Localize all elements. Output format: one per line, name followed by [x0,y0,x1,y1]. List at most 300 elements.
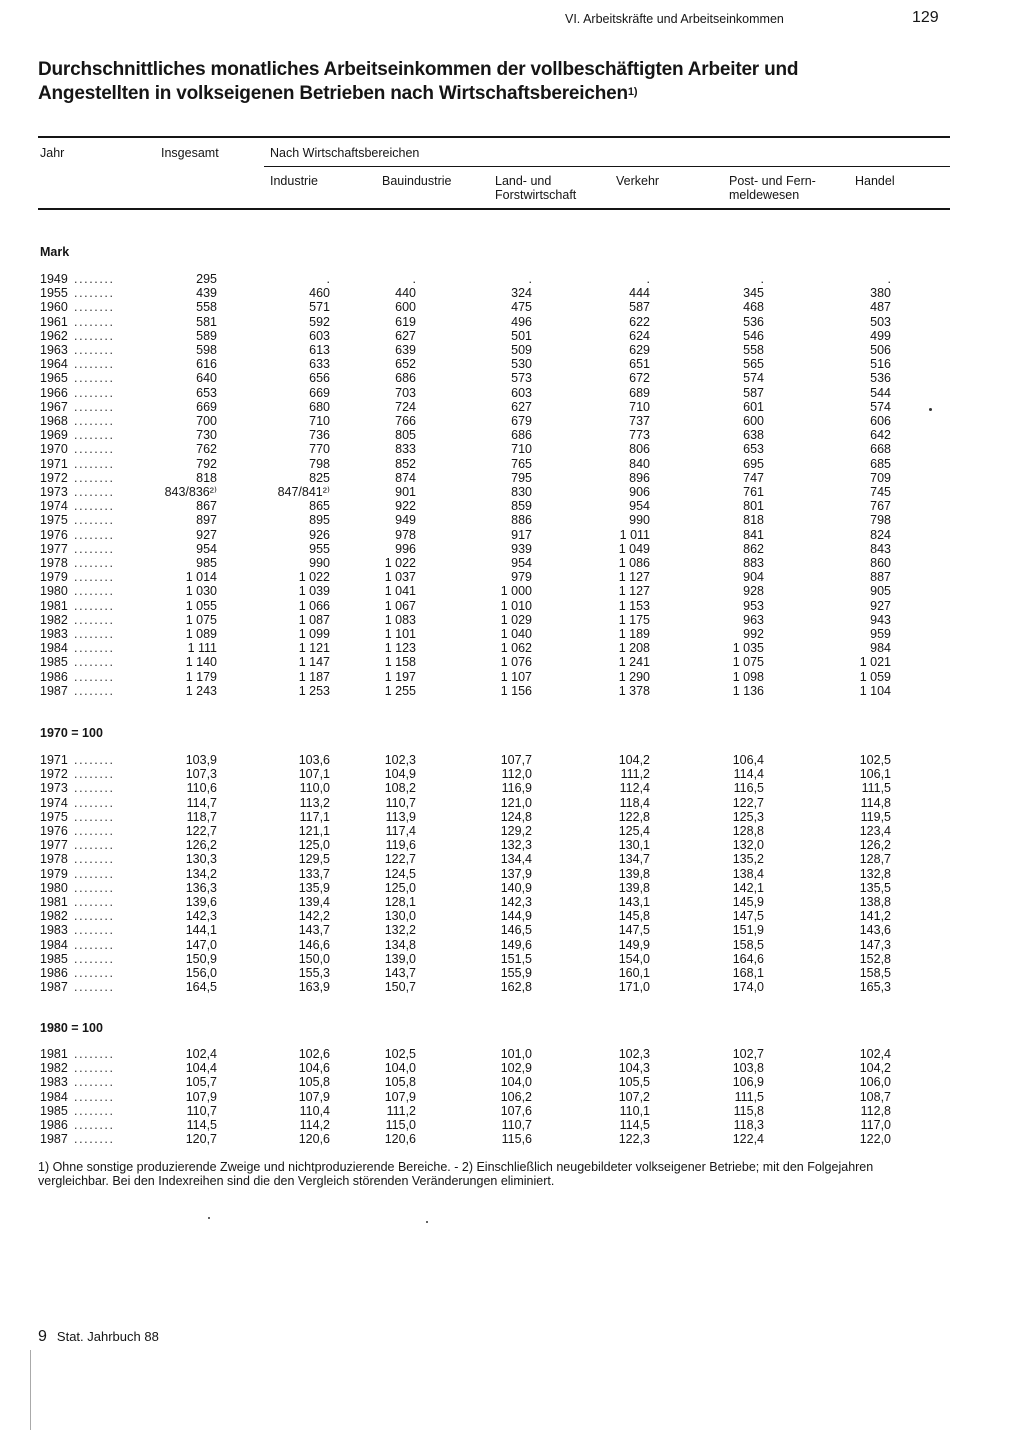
cell-land-forstwirtschaft: . [528,272,532,286]
cell-insgesamt: 653 [196,385,217,400]
cell-year: 1986 [40,669,68,684]
cell-industrie: 1 121 [298,641,330,656]
cell-bauindustrie: 143,7 [384,966,416,980]
cell-year: 1983 [40,923,68,938]
cell-land-forstwirtschaft: 1 029 [500,612,532,627]
cell-year: 1965 [40,371,68,386]
cell-industrie: 710 [309,414,330,428]
cell-post-fernmeldewesen: 106,4 [732,753,764,767]
footnote-line-1: 1) Ohne sonstige produzierende Zweige und nichtproduzierende Bereiche. - 2) Einschließlich neugebildeter volkseigener Betriebe; mit den Folgejahren [38,1160,874,1174]
cell-bauindustrie: 978 [395,527,416,542]
cell-industrie: 103,6 [298,753,330,767]
cell-post-fernmeldewesen: 1 136 [732,683,764,698]
cell-post-fernmeldewesen: 992 [743,627,764,641]
cell-verkehr: 672 [629,371,650,386]
title-line-2 [38,82,918,106]
table-row [0,627,1024,641]
cell-handel: 165,3 [859,980,891,995]
cell-verkehr: 114,5 [619,1118,650,1132]
table-row [0,923,1024,937]
cell-verkehr: 171,0 [618,980,650,995]
cell-post-fernmeldewesen: 953 [743,598,764,613]
cell-year: 1961 [40,314,68,329]
cell-post-fernmeldewesen: 142,1 [732,880,764,895]
cell-year: 1967 [40,399,68,414]
table-row [0,952,1024,966]
table-row [0,471,1024,485]
leader-dots: ........ [74,300,115,315]
cell-verkehr: 773 [629,428,650,443]
cell-land-forstwirtschaft: 132,3 [500,838,532,853]
table-row [0,457,1024,471]
cell-bauindustrie: 1 123 [384,641,416,656]
cell-insgesamt: 114,5 [186,1118,217,1132]
leader-dots: ........ [74,328,115,343]
cell-post-fernmeldewesen: 138,4 [732,866,764,881]
cell-industrie: 1 066 [298,598,330,613]
cell-bauindustrie: 922 [395,499,416,514]
scan-speck [929,408,932,411]
cell-year: 1982 [40,1061,68,1076]
cell-insgesamt: 439 [196,286,217,301]
table-row [0,655,1024,669]
cell-verkehr: . [646,272,650,286]
cell-verkehr: 139,8 [618,880,650,895]
cell-verkehr: 1 153 [618,598,650,613]
cell-post-fernmeldewesen: 125,3 [732,809,764,824]
cell-post-fernmeldewesen: 115,8 [733,1103,764,1118]
col-header-bauindustrie: Bauindustrie [382,174,452,188]
col-header-jahr: Jahr [40,146,65,160]
cell-land-forstwirtschaft: 107,6 [500,1103,532,1118]
cell-land-forstwirtschaft: 151,5 [500,951,532,966]
cell-bauindustrie: 1 255 [384,683,416,698]
cell-land-forstwirtschaft: 162,8 [500,980,532,995]
cell-industrie: 926 [309,527,330,542]
leader-dots: ........ [74,1118,115,1132]
cell-verkehr: 104,3 [618,1061,650,1076]
leader-dots: ........ [74,753,115,767]
table-row [0,1118,1024,1132]
cell-verkehr: 622 [629,314,650,329]
cell-year: 1969 [40,428,68,443]
cell-verkehr: 134,7 [618,852,650,867]
cell-bauindustrie: 113,9 [385,809,416,824]
table-row [0,753,1024,767]
leader-dots: ........ [74,809,115,824]
cell-insgesamt: 150,9 [185,951,217,966]
leader-dots: ........ [74,1061,115,1076]
cell-handel: 668 [870,442,891,457]
leader-dots: ........ [74,655,115,670]
cell-industrie: 155,3 [298,966,330,980]
cell-handel: 606 [870,414,891,428]
table-row [0,528,1024,542]
table-row [0,1132,1024,1146]
cell-land-forstwirtschaft: 501 [511,328,532,343]
cell-post-fernmeldewesen: 638 [743,428,764,443]
cell-industrie: 571 [309,300,330,315]
cell-land-forstwirtschaft: 146,5 [500,923,532,938]
cell-year: 1987 [40,683,68,698]
table-row [0,343,1024,357]
cell-bauindustrie: 108,2 [384,781,416,796]
cell-insgesamt: 818 [196,470,217,485]
cell-handel: 147,3 [859,937,891,952]
table-row [0,315,1024,329]
cell-verkehr: 629 [629,343,650,357]
table-row [0,796,1024,810]
cell-handel: 927 [870,598,891,613]
leader-dots: ........ [74,795,115,810]
leader-dots: ........ [74,767,115,782]
leader-dots: ........ [74,527,115,542]
cell-post-fernmeldewesen: 963 [743,612,764,627]
cell-year: 1977 [40,541,68,556]
table-row [0,357,1024,371]
cell-verkehr: 1 241 [618,655,650,670]
leader-dots: ........ [74,584,115,599]
cell-bauindustrie: 440 [395,286,416,301]
cell-handel: 506 [870,343,891,357]
table-row [0,400,1024,414]
cell-bauindustrie: 1 037 [384,570,416,585]
cell-bauindustrie: 1 197 [384,669,416,684]
cell-post-fernmeldewesen: 116,5 [733,781,764,796]
footer-label: Stat. Jahrbuch 88 [56,1329,159,1344]
cell-land-forstwirtschaft: 142,3 [500,895,532,909]
col-header-land-line1: Land- und [495,174,552,188]
cell-handel: 798 [870,513,891,528]
cell-industrie: 150,0 [298,951,330,966]
cell-insgesamt: 114,7 [186,795,217,810]
cell-insgesamt: 1 179 [185,669,217,684]
cell-insgesamt: 598 [196,343,217,357]
cell-post-fernmeldewesen: 135,2 [732,852,764,867]
cell-land-forstwirtschaft: 917 [511,527,532,542]
table-row [0,980,1024,994]
cell-land-forstwirtschaft: 1 062 [500,641,532,656]
cell-industrie: 798 [309,456,330,471]
cell-verkehr: 154,0 [618,951,650,966]
cell-verkehr: 143,1 [618,895,650,909]
cell-land-forstwirtschaft: 830 [511,485,532,499]
cell-verkehr: 130,1 [618,838,650,853]
cell-post-fernmeldewesen: 174,0 [732,980,764,995]
leader-dots: ........ [74,385,115,400]
cell-verkehr: 1 049 [618,541,650,556]
leader-dots: ........ [74,683,115,698]
cell-land-forstwirtschaft: 795 [511,470,532,485]
col-header-post-line2: meldewesen [729,188,800,202]
cell-verkehr: 118,4 [619,795,650,810]
cell-year: 1974 [40,499,68,514]
cell-industrie: 592 [309,314,330,329]
cell-verkehr: 1 127 [618,570,650,585]
cell-insgesamt: 122,7 [185,824,217,838]
cell-handel: 112,8 [860,1103,891,1118]
cell-insgesamt: 616 [196,357,217,372]
cell-bauindustrie: 1 067 [384,598,416,613]
leader-dots: ........ [74,909,115,924]
leader-dots: ........ [74,470,115,485]
cell-bauindustrie: 130,0 [384,909,416,924]
cell-post-fernmeldewesen: 695 [743,456,764,471]
cell-bauindustrie: 104,9 [384,767,416,782]
cell-bauindustrie: 150,7 [384,980,416,995]
cell-industrie: 102,6 [298,1047,330,1061]
scan-speck [208,1217,210,1219]
cell-industrie: 1 147 [298,655,330,670]
leader-dots: ........ [74,1047,115,1061]
cell-land-forstwirtschaft: 137,9 [500,866,532,881]
cell-year: 1984 [40,641,68,656]
running-head: VI. Arbeitskräfte und Arbeitseinkommen [565,12,784,26]
cell-bauindustrie: 996 [395,541,416,556]
table-row [0,428,1024,442]
cell-verkehr: 624 [629,328,650,343]
cell-industrie: 114,2 [299,1118,330,1132]
cell-post-fernmeldewesen: 122,7 [732,795,764,810]
cell-post-fernmeldewesen: 1 035 [732,641,764,656]
cell-verkehr: 145,8 [618,909,650,924]
footer-sheet-number: 9 [38,1328,47,1345]
cell-insgesamt: 134,2 [185,866,217,881]
cell-year: 1978 [40,852,68,867]
table-row [0,599,1024,613]
cell-bauindustrie: 805 [395,428,416,443]
cell-industrie: 117,1 [299,809,330,824]
cell-post-fernmeldewesen: 106,9 [732,1075,764,1090]
cell-post-fernmeldewesen: 801 [743,499,764,514]
table-row [0,641,1024,655]
leader-dots: ........ [74,866,115,881]
cell-verkehr: 1 378 [618,683,650,698]
leader-dots: ........ [74,641,115,656]
cell-industrie: 104,6 [298,1061,330,1076]
cell-year: 1981 [40,598,68,613]
leader-dots: ........ [74,852,115,867]
cell-handel: 984 [870,641,891,656]
cell-insgesamt: 104,4 [185,1061,217,1076]
cell-post-fernmeldewesen: 151,9 [732,923,764,938]
cell-handel: 887 [870,570,891,585]
cell-verkehr: 110,1 [619,1103,650,1118]
cell-post-fernmeldewesen: 883 [743,556,764,570]
cell-verkehr: 104,2 [618,753,650,767]
cell-industrie: 113,2 [299,795,330,810]
cell-year: 1979 [40,570,68,585]
cell-bauindustrie: 119,6 [385,838,416,853]
cell-insgesamt: 589 [196,328,217,343]
cell-bauindustrie: 111,2 [386,1103,416,1118]
cell-verkehr: 1 127 [618,584,650,599]
col-header-post [729,174,816,202]
cell-bauindustrie: 1 101 [384,627,416,641]
cell-year: 1981 [40,895,68,909]
cell-bauindustrie: 1 022 [384,556,416,570]
table-row [0,824,1024,838]
cell-industrie: 656 [309,371,330,386]
cell-industrie: 613 [309,343,330,357]
cell-insgesamt: 110,6 [186,781,217,796]
table-row [0,938,1024,952]
table-row [0,513,1024,527]
leader-dots: ........ [74,781,115,796]
cell-industrie: 135,9 [298,880,330,895]
cell-year: 1949 [40,272,68,286]
cell-year: 1980 [40,880,68,895]
cell-post-fernmeldewesen: 158,5 [732,937,764,952]
cell-insgesamt: 954 [196,541,217,556]
cell-post-fernmeldewesen: 145,9 [732,895,764,909]
cell-industrie: 110,4 [299,1103,330,1118]
cell-handel: 380 [870,286,891,301]
leader-dots: ........ [74,923,115,938]
cell-land-forstwirtschaft: 710 [511,442,532,457]
cell-year: 1966 [40,385,68,400]
page-footer [38,1328,159,1346]
cell-verkehr: 444 [629,286,650,301]
leader-dots: ........ [74,612,115,627]
cell-land-forstwirtschaft: 627 [511,399,532,414]
cell-post-fernmeldewesen: 546 [743,328,764,343]
cell-land-forstwirtschaft: 134,4 [500,852,532,867]
cell-industrie: 142,2 [298,909,330,924]
cell-year: 1971 [40,753,68,767]
cell-handel: 767 [870,499,891,514]
cell-year: 1985 [40,951,68,966]
group-header-rule [264,166,950,167]
cell-handel: 642 [870,428,891,443]
cell-insgesamt: 144,1 [185,923,217,938]
cell-bauindustrie: 833 [395,442,416,457]
cell-industrie: 110,0 [299,781,330,796]
cell-industrie: 736 [309,428,330,443]
leader-dots: ........ [74,570,115,585]
cell-industrie: 955 [309,541,330,556]
cell-post-fernmeldewesen: 114,4 [733,767,764,782]
cell-insgesamt: 139,6 [185,895,217,909]
cell-handel: 943 [870,612,891,627]
cell-handel: 108,7 [859,1089,891,1104]
leader-dots: ........ [74,541,115,556]
cell-insgesamt: 762 [196,442,217,457]
cell-handel: 499 [870,328,891,343]
cell-verkehr: 139,8 [618,866,650,881]
cell-insgesamt: 147,0 [185,937,217,952]
cell-year: 1963 [40,343,68,357]
cell-post-fernmeldewesen: 168,1 [732,966,764,980]
table-row [0,499,1024,513]
cell-insgesamt: 1 089 [185,627,217,641]
cell-post-fernmeldewesen: 747 [743,470,764,485]
cell-post-fernmeldewesen: 841 [743,527,764,542]
cell-year: 1975 [40,809,68,824]
cell-insgesamt: 927 [196,527,217,542]
cell-year: 1972 [40,470,68,485]
section-label-index-1980: 1980 = 100 [40,1021,103,1035]
cell-verkehr: 149,9 [618,937,650,952]
cell-handel: . [887,272,891,286]
cell-year: 1986 [40,1118,68,1132]
table-row [0,867,1024,881]
cell-verkehr: 896 [629,470,650,485]
cell-year: 1984 [40,937,68,952]
table-row [0,684,1024,698]
scan-edge-line [30,1350,31,1430]
leader-dots: ........ [74,485,115,499]
cell-bauindustrie: 766 [395,414,416,428]
cell-industrie: 146,6 [298,937,330,952]
cell-year: 1984 [40,1089,68,1104]
cell-land-forstwirtschaft: 107,7 [500,753,532,767]
leader-dots: ........ [74,399,115,414]
cell-insgesamt: 1 075 [185,612,217,627]
leader-dots: ........ [74,951,115,966]
cell-bauindustrie: 1 158 [384,655,416,670]
cell-land-forstwirtschaft: 140,9 [500,880,532,895]
table-row [0,300,1024,314]
cell-handel: 132,8 [859,866,891,881]
cell-handel: 141,2 [859,909,891,924]
cell-land-forstwirtschaft: 1 040 [500,627,532,641]
cell-land-forstwirtschaft: 124,8 [500,809,532,824]
cell-verkehr: 112,4 [619,781,650,796]
cell-year: 1979 [40,866,68,881]
cell-post-fernmeldewesen: 1 075 [732,655,764,670]
leader-dots: ........ [74,880,115,895]
cell-insgesamt: 792 [196,456,217,471]
cell-year: 1986 [40,966,68,980]
cell-handel: 119,5 [860,809,891,824]
cell-industrie: 865 [309,499,330,514]
cell-bauindustrie: 619 [395,314,416,329]
title-line-1: Durchschnittliches monatliches Arbeitseinkommen der vollbeschäftigten Arbeiter und [38,59,799,80]
leader-dots: ........ [74,824,115,838]
cell-verkehr: 990 [629,513,650,528]
cell-post-fernmeldewesen: 818 [743,513,764,528]
cell-insgesamt: 107,9 [185,1089,217,1104]
cell-insgesamt: 130,3 [185,852,217,867]
cell-industrie: 105,8 [298,1075,330,1090]
cell-bauindustrie: 901 [395,485,416,499]
cell-handel: 1 021 [859,655,891,670]
cell-handel: 574 [870,399,891,414]
cell-bauindustrie: 120,6 [384,1132,416,1147]
table-row [0,485,1024,499]
cell-industrie: 107,9 [298,1089,330,1104]
cell-bauindustrie: 600 [395,300,416,315]
cell-industrie: 895 [309,513,330,528]
cell-bauindustrie: 639 [395,343,416,357]
cell-handel: 843 [870,541,891,556]
cell-bauindustrie: 652 [395,357,416,372]
table-row [0,1104,1024,1118]
cell-handel: 158,5 [859,966,891,980]
col-header-post-line1: Post- und Fern- [729,174,816,188]
cell-industrie: 1 087 [298,612,330,627]
title-footnote-mark: 1) [627,86,638,98]
cell-post-fernmeldewesen: 468 [743,300,764,315]
col-header-industrie: Industrie [270,174,318,188]
cell-verkehr: 107,2 [618,1089,650,1104]
cell-industrie: 1 253 [298,683,330,698]
cell-verkehr: 906 [629,485,650,499]
cell-bauindustrie: 1 041 [384,584,416,599]
cell-handel: 128,7 [859,852,891,867]
page-title [38,58,918,106]
